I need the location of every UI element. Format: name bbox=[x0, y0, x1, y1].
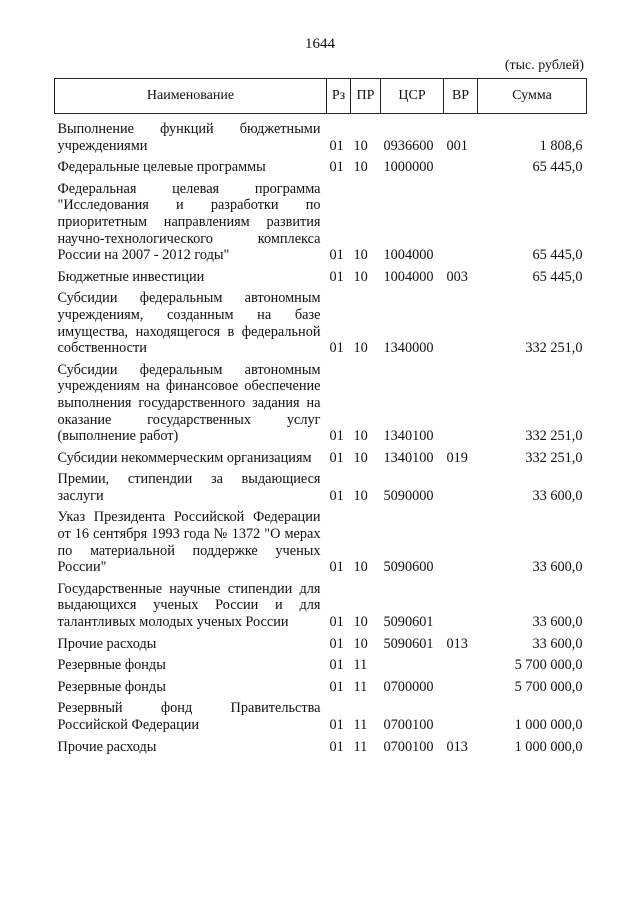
cell-rz: 01 bbox=[329, 635, 344, 652]
table-row bbox=[55, 576, 587, 631]
cell-pr: 10 bbox=[353, 614, 368, 631]
cell-sum: 1 000 000,0 bbox=[514, 738, 583, 755]
cell-rz: 01 bbox=[329, 137, 344, 154]
table-row bbox=[55, 652, 587, 674]
cell-name: Премии, стипендии за выдающиеся заслуги bbox=[57, 471, 321, 504]
cell-vr: 003 bbox=[446, 268, 468, 285]
cell-sum: 332 251,0 bbox=[525, 428, 583, 445]
cell-pr: 10 bbox=[353, 559, 368, 576]
cell-csr: 5090601 bbox=[383, 635, 434, 652]
cell-pr: 10 bbox=[353, 340, 368, 357]
cell-rz: 01 bbox=[329, 487, 344, 504]
cell-name: Прочие расходы bbox=[57, 738, 157, 755]
cell-name: Прочие расходы bbox=[57, 635, 157, 652]
cell-pr: 10 bbox=[353, 268, 368, 285]
cell-vr bbox=[444, 652, 478, 674]
cell-name: Субсидии некоммерческим организациям bbox=[57, 449, 312, 466]
table-row bbox=[55, 154, 587, 176]
cell-name: Резервный фонд Правительства Российской Федерации bbox=[57, 700, 321, 733]
cell-pr: 11 bbox=[353, 678, 368, 695]
budget-table bbox=[54, 78, 587, 755]
cell-csr: 5090000 bbox=[383, 487, 434, 504]
table-row bbox=[55, 264, 587, 286]
cell-pr: 10 bbox=[353, 487, 368, 504]
table-row bbox=[55, 504, 587, 575]
cell-pr: 10 bbox=[353, 137, 368, 154]
cell-pr: 11 bbox=[353, 738, 368, 755]
cell-name: Выполнение функций бюджетными учреждениями bbox=[57, 121, 321, 154]
cell-pr: 10 bbox=[353, 449, 368, 466]
cell-pr: 11 bbox=[353, 657, 368, 674]
cell-pr: 10 bbox=[353, 159, 368, 176]
cell-vr bbox=[444, 285, 478, 356]
cell-rz: 01 bbox=[329, 340, 344, 357]
cell-csr: 1004000 bbox=[383, 247, 434, 264]
cell-csr: 1340000 bbox=[383, 340, 434, 357]
cell-name: Государственные научные стипендии для выдающихся ученых России и для талантливых молодых ученых России bbox=[57, 580, 321, 631]
cell-rz: 01 bbox=[329, 268, 344, 285]
cell-name: Федеральные целевые программы bbox=[57, 159, 266, 176]
cell-name: Резервные фонды bbox=[57, 657, 166, 674]
table-row bbox=[55, 734, 587, 756]
cell-rz: 01 bbox=[329, 717, 344, 733]
cell-csr: 1000000 bbox=[383, 159, 434, 176]
cell-rz: 01 bbox=[329, 738, 344, 755]
cell-csr: 0700100 bbox=[383, 717, 434, 733]
table-row bbox=[55, 114, 587, 155]
table-row bbox=[55, 631, 587, 653]
cell-vr: 001 bbox=[446, 137, 468, 154]
cell-vr bbox=[444, 154, 478, 176]
cell-vr: 019 bbox=[446, 449, 468, 466]
cell-sum: 5 700 000,0 bbox=[514, 657, 583, 674]
cell-name: Субсидии федеральным автономным учреждениям, созданным на базе имущества, находящегося в федеральной собственности bbox=[57, 290, 321, 357]
table-row bbox=[55, 674, 587, 696]
cell-csr: 5090601 bbox=[383, 614, 434, 631]
cell-csr: 0700100 bbox=[383, 738, 434, 755]
table-header bbox=[55, 79, 587, 114]
cell-name: Указ Президента Российской Федерации от 16 сентября 1993 года № 1372 "О мерах по материальной поддержке ученых России" bbox=[57, 509, 321, 576]
cell-sum: 33 600,0 bbox=[532, 487, 583, 504]
header-vr: ВР bbox=[444, 79, 478, 114]
cell-sum: 65 445,0 bbox=[532, 159, 583, 176]
cell-csr: 0936600 bbox=[383, 137, 434, 154]
cell-vr bbox=[444, 504, 478, 575]
cell-vr bbox=[444, 466, 478, 504]
cell-vr bbox=[444, 176, 478, 264]
cell-rz: 01 bbox=[329, 159, 344, 176]
cell-sum: 33 600,0 bbox=[532, 635, 583, 652]
table-row bbox=[55, 176, 587, 264]
table-row bbox=[55, 445, 587, 467]
table-row bbox=[55, 357, 587, 445]
page-number: 1644 bbox=[305, 36, 335, 52]
cell-sum: 332 251,0 bbox=[525, 340, 583, 357]
header-name: Наименование bbox=[55, 79, 327, 114]
cell-vr bbox=[444, 674, 478, 696]
cell-sum: 1 808,6 bbox=[539, 137, 583, 154]
cell-vr: 013 bbox=[446, 738, 468, 755]
cell-rz: 01 bbox=[329, 559, 344, 576]
cell-rz: 01 bbox=[329, 428, 344, 445]
cell-sum: 65 445,0 bbox=[532, 247, 583, 264]
cell-pr: 10 bbox=[353, 428, 368, 445]
cell-name: Субсидии федеральным автономным учреждениям на финансовое обеспечение выполнения государственного задания на оказание государственных услуг (выполнение работ) bbox=[57, 361, 321, 445]
cell-csr bbox=[381, 652, 444, 674]
cell-rz: 01 bbox=[329, 247, 344, 264]
table-row bbox=[55, 466, 587, 504]
cell-sum: 33 600,0 bbox=[532, 614, 583, 631]
cell-sum: 332 251,0 bbox=[525, 449, 583, 466]
cell-sum: 33 600,0 bbox=[532, 559, 583, 576]
cell-name: Бюджетные инвестиции bbox=[57, 268, 205, 285]
header-sum: Сумма bbox=[478, 79, 587, 114]
cell-vr bbox=[444, 576, 478, 631]
cell-pr: 10 bbox=[353, 635, 368, 652]
cell-csr: 1004000 bbox=[383, 268, 434, 285]
cell-rz: 01 bbox=[329, 657, 344, 674]
table-row bbox=[55, 285, 587, 356]
cell-pr: 10 bbox=[353, 247, 368, 264]
cell-sum: 65 445,0 bbox=[532, 268, 583, 285]
cell-csr: 1340100 bbox=[383, 428, 434, 445]
header-csr: ЦСР bbox=[381, 79, 444, 114]
cell-vr: 013 bbox=[446, 635, 468, 652]
cell-sum: 1 000 000,0 bbox=[514, 717, 583, 733]
cell-csr: 5090600 bbox=[383, 559, 434, 576]
cell-rz: 01 bbox=[329, 678, 344, 695]
cell-csr: 1340100 bbox=[383, 449, 434, 466]
cell-name: Резервные фонды bbox=[57, 678, 166, 695]
header-pr: ПР bbox=[351, 79, 381, 114]
cell-csr: 0700000 bbox=[383, 678, 434, 695]
cell-rz: 01 bbox=[329, 449, 344, 466]
cell-vr bbox=[444, 357, 478, 445]
table-row bbox=[55, 695, 587, 733]
cell-name: Федеральная целевая программа "Исследования и разработки по приоритетным направлениям развития научно-технологического комплекса России на 2007 - 2012 годы" bbox=[57, 180, 321, 264]
units-label: (тыс. рублей) bbox=[504, 58, 584, 73]
cell-vr bbox=[444, 695, 478, 733]
cell-pr: 11 bbox=[353, 717, 368, 733]
cell-rz: 01 bbox=[329, 614, 344, 631]
cell-sum: 5 700 000,0 bbox=[514, 678, 583, 695]
header-rz: Рз bbox=[327, 79, 351, 114]
